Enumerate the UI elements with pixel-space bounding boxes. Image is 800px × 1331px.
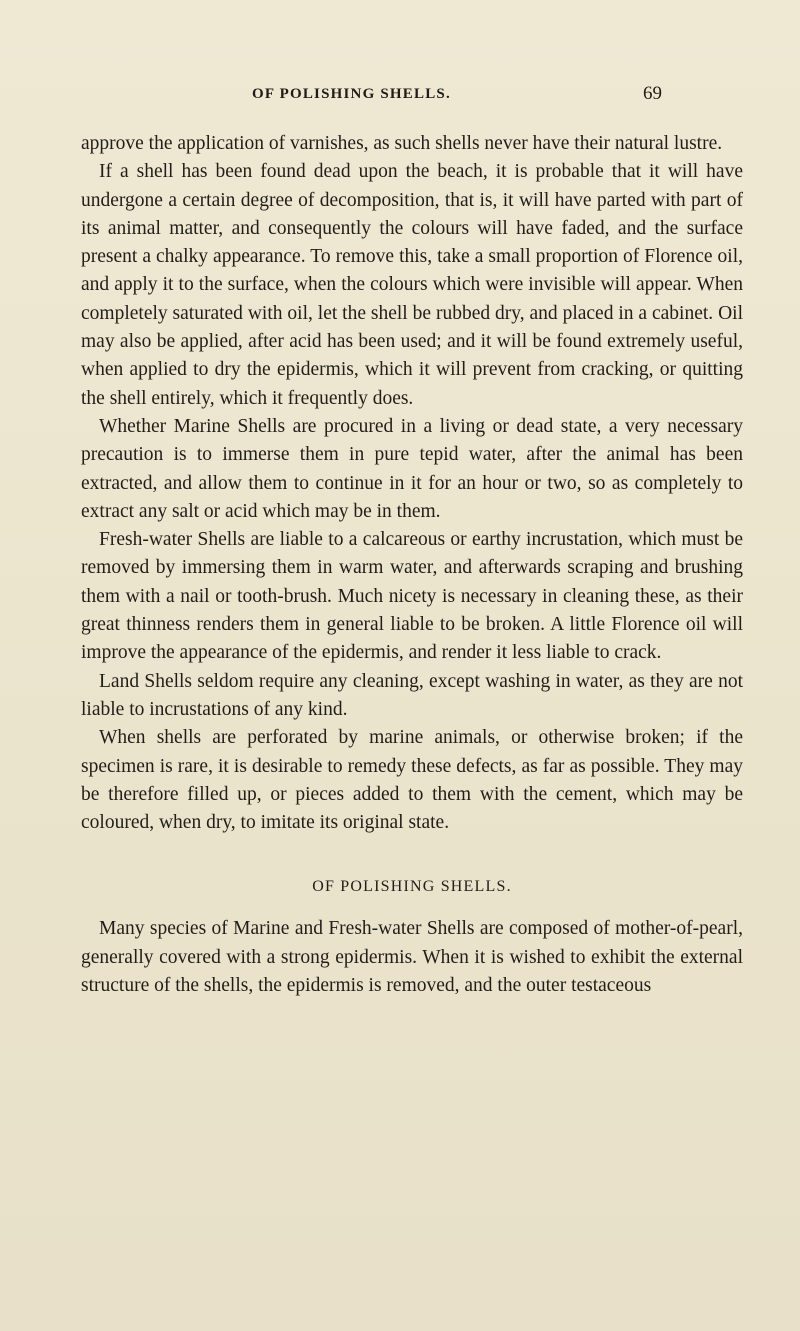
paragraph-marine-shells: Whether Marine Shells are procured in a living or dead state, a very necessary precaution is to immerse them in pure tepid water, after the animal has been extracted, and allow them to continue in it for an hour or two, so as completely to extract any salt or acid which may be in them. <box>81 415 743 522</box>
page-header <box>0 83 800 110</box>
paragraph-dead-shells: If a shell has been found dead upon the beach, it is probable that it will have undergone a certain degree of decomposition, that is, it will have parted with part of its animal matter, and consequently the colours will have faded, and the surface present a chalky appearance. To remove this, take a small proportion of Florence oil, and apply it to the surface, when the colours which were invisible will appear. When completely saturated with oil, let the shell be rubbed dry, and placed in a cabinet. Oil may also be applied, after acid has been used; and it will be found extremely useful, when applied to dry the epidermis, which it will prevent from cracking, or quitting the shell entirely, which it frequently does. <box>81 161 743 409</box>
page-number: 69 <box>643 83 662 104</box>
paragraph-fresh-water-shells: Fresh-water Shells are liable to a calcareous or earthy incrustation, which must be removed by immersing them in warm water, and afterwards scraping and brushing them with a nail or tooth-brush. Much nicety is necessary in cleaning these, as their great thinness renders them in general liable to be broken. A little Florence oil will improve the appearance of the epidermis, and render it less liable to crack. <box>81 529 743 664</box>
paragraph-land-shells: Land Shells seldom require any cleaning, except washing in water, as they are not liable to incrustations of any kind. <box>81 670 743 720</box>
paragraph-polishing-intro: Many species of Marine and Fresh-water Shells are composed of mother-of-pearl, generally covered with a strong epidermis. When it is wished to exhibit the external structure of the shells, the epidermis is removed, and the outer testaceous <box>81 918 743 997</box>
paragraph-perforated-shells: When shells are perforated by marine animals, or otherwise broken; if the specimen is rare, it is desirable to remedy these defects, as far as possible. They may be therefore filled up, or pieces added to them with the cement, which may be coloured, when dry, to imitate its original state. <box>81 727 743 834</box>
body-text <box>81 130 743 1000</box>
section-heading: OF POLISHING SHELLS. <box>312 878 512 896</box>
paragraph-varnish-continuation: approve the application of varnishes, as such shells never have their natural lustre. <box>81 133 723 154</box>
running-title: OF POLISHING SHELLS. <box>252 86 451 102</box>
